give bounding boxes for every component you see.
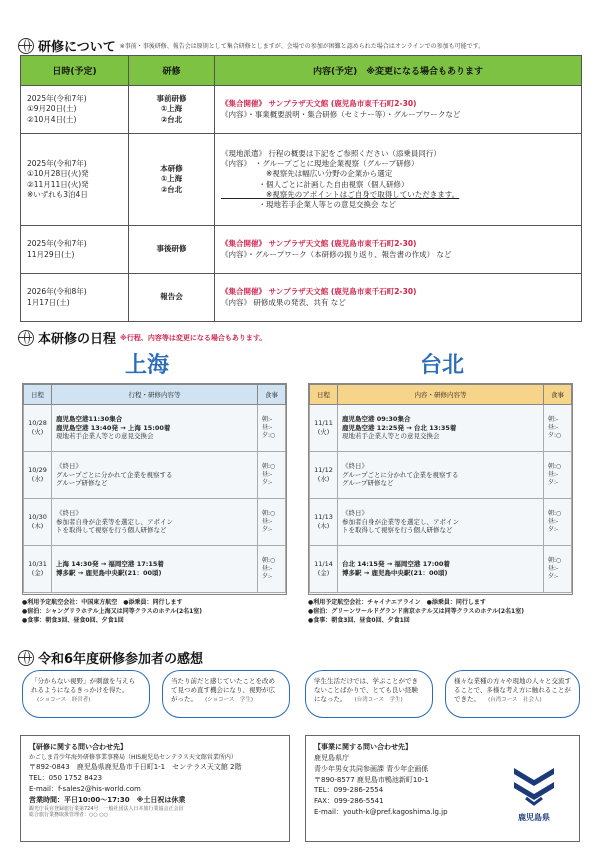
detail-line: 《終日》: [56, 508, 82, 517]
taipei-itinerary-table: [309, 384, 572, 593]
section2-note: ※行程、内容等は変更になる場合もあります。: [120, 333, 267, 342]
date-line: (水): [31, 475, 44, 483]
content-line: 《内容》 研修成果の発表、共有 など: [221, 297, 346, 307]
detail-line: グループ研修など: [56, 479, 108, 488]
date-line: 10/30: [28, 513, 47, 522]
taipei-title: 台北: [420, 353, 465, 378]
impression-text: 様々な業種の方々や現地の人々と交流することで、多様な考え方に触れることができた。: [454, 677, 571, 703]
training-contact-box: [20, 735, 290, 842]
date-line: 11/12: [314, 466, 333, 475]
date-line: (木): [31, 522, 44, 530]
content-line: 《集合開催》 サンプラザ天文館 (鹿児島市東千石町2-30): [221, 99, 417, 109]
section1-note: ※事前・事後研修、報告会は原則として集合研修としますが、会場での参加が困難と認められた場合はオンラインでの参加も可能です。: [119, 43, 485, 50]
col-header-date: 日時(予定): [21, 56, 129, 86]
contact-hours: 営業時間：平日10:00～17:30 ※土日祝は休業: [29, 795, 186, 804]
date-line: 11/11: [314, 419, 333, 428]
date-line: (火): [317, 428, 330, 436]
contact-line: かごしま青少年海外研修事業事務局（HIS鹿児島センテラス天文館営業所内）: [29, 753, 237, 761]
detail-line: 上海 14:30発 → 福岡空港 17:15着: [56, 560, 164, 569]
globe-icon: [18, 38, 34, 54]
globe-icon: [18, 650, 34, 666]
date-line: 10/31: [28, 560, 47, 569]
schedule-content: [215, 274, 582, 322]
itinerary-meal: [258, 546, 286, 593]
date-line: (火): [31, 428, 44, 436]
schedule-date: [21, 226, 129, 274]
date-line: ②10月4日(土): [27, 114, 77, 124]
meal-line: 夕:-: [548, 526, 559, 534]
schedule-content: [215, 86, 582, 134]
impression-bubble: [445, 670, 580, 718]
schedule-row: [21, 226, 582, 274]
meal-line: 夕:-: [262, 479, 273, 487]
itinerary-meal: [258, 499, 286, 546]
itinerary-detail: [338, 499, 544, 546]
schedule-date: [21, 134, 129, 226]
kagoshima-logo: [504, 760, 564, 823]
meal-line: 昼:-: [548, 564, 559, 572]
schedule-training-name: [129, 274, 215, 322]
meal-line: 朝:-: [262, 415, 273, 423]
itinerary-detail: [52, 452, 258, 499]
col-header-itinerary: 内容・研修内容等: [338, 385, 544, 405]
content-line: 《集合開催》 サンプラザ天文館 (鹿児島市東千石町2-30): [221, 287, 417, 297]
content-line: ・個人ごとに計画した自由視察（個人研修）: [221, 179, 409, 189]
meal-line: 昼:-: [262, 517, 273, 525]
content-line: 《現地派遣》 行程の概要は下記をご参照ください（添乗員同行）: [221, 149, 441, 159]
globe-icon: [18, 330, 34, 346]
meal-line: 朝:○: [548, 462, 562, 470]
itinerary-detail: [52, 546, 258, 593]
itinerary-row: [310, 452, 572, 499]
itinerary-row: [24, 405, 286, 452]
itinerary-date: [310, 546, 338, 593]
itinerary-row: [310, 405, 572, 452]
itinerary-date: [310, 499, 338, 546]
schedule-content: [215, 134, 582, 226]
contact-tel: TEL：099-286-2554: [314, 786, 384, 795]
itinerary-note: ●食事：朝食3回、昼食0回、夕食1回: [308, 617, 410, 624]
impression-author: (ショコース 経営者): [37, 696, 91, 703]
detail-line: 《終日》: [56, 461, 82, 470]
contact-fax: FAX：099-286-5541: [314, 797, 384, 806]
itinerary-note: ●宿泊：グリーンワールドグランド南京ホテル又は同等クラスのホテル(2名1室): [308, 608, 524, 615]
section1-title: 研修について: [38, 40, 116, 55]
date-line: 10/29: [28, 466, 47, 475]
itinerary-detail: [338, 452, 544, 499]
itinerary-detail: [52, 499, 258, 546]
date-line: 11月29日(土): [27, 249, 75, 259]
content-line: 《内容》・グループワーク（本研修の振り返り、報告書の作成） など: [221, 249, 452, 259]
meal-line: 昼:-: [548, 470, 559, 478]
itinerary-date: [24, 546, 52, 593]
date-line: 2025年(令和7年): [27, 239, 87, 249]
date-line: 11/13: [314, 513, 333, 522]
detail-line: トを取得して視察を行う個人研修など: [342, 526, 453, 535]
itinerary-date: [24, 499, 52, 546]
content-line: ・現地若手企業人等との意見交換会 など: [221, 199, 396, 209]
logo-label: 鹿児島県: [518, 813, 550, 822]
itinerary-row: [24, 499, 286, 546]
meal-line: 朝:○: [262, 509, 276, 517]
meal-line: 昼:-: [262, 564, 273, 572]
training-name-line: 報告会: [160, 292, 183, 302]
taipei-itinerary-panel: [308, 383, 573, 595]
impression-bubble: [162, 670, 290, 718]
detail-line: 参加者自身が企業等を選定し、アポイン: [342, 517, 459, 526]
schedule-date: [21, 86, 129, 134]
impression-text: 「分からない視野」が刺激を与えられるようになるきっかけを得た。: [31, 677, 135, 694]
meal-line: 昼:-: [262, 470, 273, 478]
date-line: (金): [31, 569, 44, 577]
meal-line: 朝:○: [262, 556, 276, 564]
training-name-line: ①上海: [160, 174, 183, 184]
itinerary-detail: [338, 546, 544, 593]
itinerary-note: ●宿泊：シャングリラホテル上海又は同等クラスのホテル(2名1室): [22, 608, 203, 615]
itinerary-detail: [52, 405, 258, 452]
shanghai-itinerary-table: [23, 384, 286, 593]
content-line: 《内容》・事業概要説明・集合研修（セミナー等）・グループワークなど: [221, 109, 461, 119]
meal-line: 朝:○: [548, 509, 562, 517]
itinerary-note: ●食事：朝食3回、昼食0回、夕食1回: [22, 617, 124, 624]
shanghai-itinerary-panel: [22, 383, 287, 595]
schedule-content: [215, 226, 582, 274]
itinerary-note: ●利用予定航空会社：チャイナエアライン ●添乗員：同行します: [308, 599, 486, 606]
detail-line: 参加者自身が企業等を選定し、アポイン: [56, 517, 173, 526]
detail-line: グループごとに分かれて企業を視察する: [342, 470, 459, 479]
itinerary-date: [310, 452, 338, 499]
schedule-row: [21, 86, 582, 134]
shanghai-title: 上海: [125, 353, 170, 378]
itinerary-meal: [544, 405, 572, 452]
meal-line: 夕:○: [548, 432, 562, 440]
meal-line: 夕:-: [262, 526, 273, 534]
date-line: 11/14: [314, 560, 333, 569]
impression-author: (ショコース 学生): [205, 696, 253, 703]
date-line: ※いずれも3泊4日: [27, 189, 88, 199]
content-line: ※視察先のアポイントはご自身で取得していただきます。: [221, 189, 460, 199]
meal-line: 朝:○: [262, 462, 276, 470]
contact-address: 〒890-8577 鹿児島市鴨池新町10-1: [314, 775, 429, 784]
col-header-training: 研修: [129, 56, 215, 86]
contact-address: 〒892-0843 鹿児島県鹿児島市千日町1-1 センテラス天文館 2階: [29, 763, 242, 772]
itinerary-row: [24, 546, 286, 593]
contact-small-print: 観光庁長官登録旅行業第724号 一般社団法人日本旅行業協会正会員: [29, 805, 184, 812]
date-line: (金): [317, 569, 330, 577]
kagoshima-emblem-icon: [504, 760, 564, 808]
contact-dept: 青少年男女共同参画課 青少年企画係: [314, 764, 429, 773]
detail-line: 台北 14:15発 → 福岡空港 17:00着: [342, 560, 450, 569]
meal-line: 昼:-: [548, 423, 559, 431]
schedule-row: [21, 274, 582, 322]
contact-tel: TEL：050 1752 8423: [29, 773, 103, 782]
col-header-meal: 食事: [258, 385, 286, 405]
meal-line: 夕:-: [548, 479, 559, 487]
itinerary-meal: [544, 452, 572, 499]
date-line: (水): [317, 475, 330, 483]
detail-line: 鹿児島空港 13:40発 → 上海 15:00着: [56, 423, 171, 432]
impression-author: (台湾コース 社会人): [488, 696, 542, 703]
col-header-day: 日程: [310, 385, 338, 405]
impression-bubble: [22, 670, 150, 718]
detail-line: 鹿児島空港11:30集合: [56, 414, 123, 423]
itinerary-date: [310, 405, 338, 452]
detail-line: 鹿児島空港 12:25発 → 台北 13:35着: [342, 423, 457, 432]
training-name-line: ②台北: [160, 114, 183, 124]
section3-header: [18, 648, 203, 667]
training-schedule-table: [20, 55, 582, 322]
impression-bubble: [305, 670, 433, 718]
itinerary-meal: [544, 546, 572, 593]
date-line: (木): [317, 522, 330, 530]
schedule-date: [21, 274, 129, 322]
col-header-itinerary: 行程・研修内容等: [52, 385, 258, 405]
itinerary-row: [310, 499, 572, 546]
date-line: ①9月20日(土): [27, 104, 77, 114]
date-line: ②11月11日(火)発: [27, 179, 89, 189]
contact-title: 【事業に関する問い合わせ先】: [314, 743, 412, 751]
detail-line: 博多駅 → 鹿児島中央駅(21：00頃): [56, 569, 162, 577]
itinerary-row: [24, 452, 286, 499]
date-line: 2025年(令和7年): [27, 159, 87, 169]
section2-header: [18, 328, 266, 347]
detail-line: グループ研修など: [342, 479, 394, 488]
shanghai-notes: [22, 598, 297, 625]
section1-header: [18, 36, 484, 55]
date-line: 10/28: [28, 419, 47, 428]
detail-line: 《終日》: [342, 461, 368, 470]
itinerary-detail: [338, 405, 544, 452]
schedule-training-name: [129, 134, 215, 226]
itinerary-meal: [258, 405, 286, 452]
training-name-line: 事前研修: [156, 94, 187, 104]
detail-line: 博多駅 → 鹿児島中央駅(21：00頃): [342, 569, 448, 577]
section2-title: 本研修の日程: [38, 332, 117, 347]
meal-line: 昼:-: [548, 517, 559, 525]
detail-line: 現地若手企業人等との意見交換会: [56, 432, 154, 441]
meal-line: 昼:-: [262, 423, 273, 431]
contact-email-link[interactable]: E-mail：f-sales2@his-world.com: [29, 784, 141, 793]
contact-title: 【研修に関する問い合わせ先】: [29, 743, 127, 751]
detail-line: 《終日》: [342, 508, 368, 517]
meal-line: 朝:○: [548, 556, 562, 564]
impression-text: 学生生活だけでは、学ぶことができないことばかりで、とても良い経験になった。: [314, 677, 418, 703]
detail-line: 現地若手企業人等との意見交換会: [342, 432, 440, 441]
col-header-day: 日程: [24, 385, 52, 405]
itinerary-date: [24, 405, 52, 452]
meal-line: 夕:-: [262, 573, 273, 581]
schedule-training-name: [129, 86, 215, 134]
taipei-notes: [308, 598, 583, 625]
date-line: 1月17日(土): [27, 297, 70, 307]
col-header-content: 内容(予定) ※変更になる場合もあります: [215, 56, 582, 86]
itinerary-note: ●利用予定航空会社：中国東方航空 ●添乗員：同行します: [22, 599, 183, 606]
content-line: 《内容》 ・グループごとに現地企業視察（グループ研修）: [221, 159, 419, 169]
training-name-line: 事後研修: [156, 244, 187, 254]
date-line: ①10月28日(火)発: [27, 169, 89, 179]
itinerary-meal: [258, 452, 286, 499]
impression-author: (台湾コース 学生): [354, 696, 403, 703]
training-name-line: 本研修: [160, 164, 183, 174]
col-header-meal: 食事: [544, 385, 572, 405]
training-name-line: ①上海: [160, 104, 183, 114]
date-line: 2025年(令和7年): [27, 94, 87, 104]
impression-text: 当たり前だと感じていたことを改めて見つめ直す機会になり、視野が広がった。: [171, 677, 275, 703]
meal-line: 夕:-: [548, 573, 559, 581]
section3-title: 令和6年度研修参加者の感想: [38, 652, 204, 667]
itinerary-meal: [544, 499, 572, 546]
contact-email-link[interactable]: E-mail：youth-k@pref.kagoshima.lg.jp: [314, 808, 448, 817]
itinerary-row: [310, 546, 572, 593]
contact-small-print: 総合旅行業務取扱管理者：○○ ○○: [29, 812, 109, 819]
detail-line: 鹿児島空港 09:30集合: [342, 414, 411, 423]
content-line: ※視察先は幅広い分野の企業から選定: [221, 169, 393, 179]
training-name-line: ②台北: [160, 184, 183, 194]
schedule-row: [21, 134, 582, 226]
content-line: 《集合開催》 サンプラザ天文館 (鹿児島市東千石町2-30): [221, 239, 417, 249]
detail-line: トを取得して視察を行う個人研修など: [56, 526, 167, 535]
contact-org: 鹿児島県庁: [314, 753, 349, 762]
meal-line: 朝:-: [548, 415, 559, 423]
schedule-training-name: [129, 226, 215, 274]
detail-line: グループごとに分かれて企業を視察する: [56, 470, 173, 479]
itinerary-date: [24, 452, 52, 499]
date-line: 2026年(令和8年): [27, 287, 87, 297]
meal-line: 夕:○: [262, 432, 276, 440]
